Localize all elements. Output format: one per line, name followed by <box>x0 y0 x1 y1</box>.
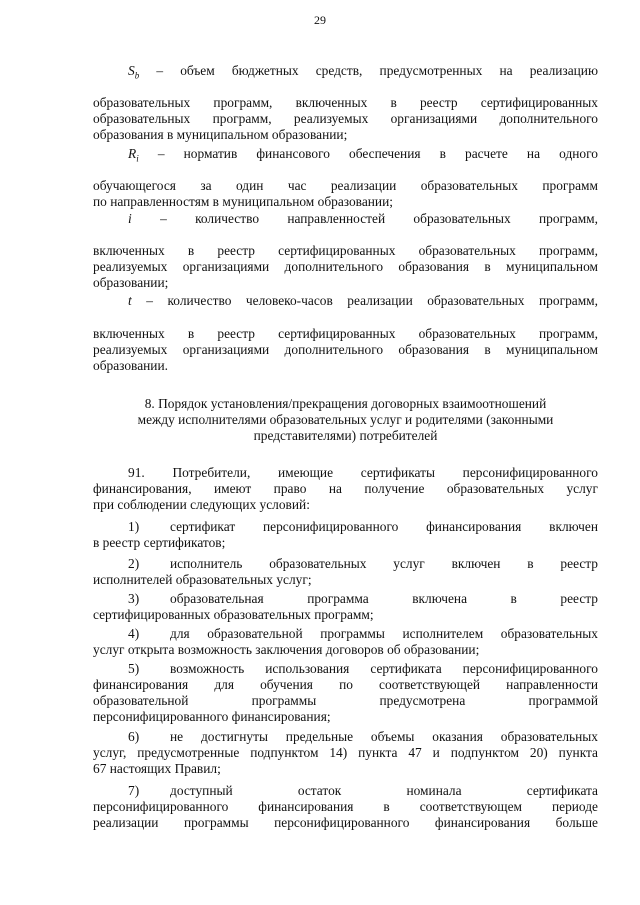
def-sb-line-2: образовательных программ, включенных в реестр сертифицированных <box>93 95 598 110</box>
item-5-line-3: образовательной программы предусмотрена программой <box>93 693 598 708</box>
item-3-text: образовательная программа включена в реестр <box>170 591 598 606</box>
item-2-line-2: исполнителей образовательных услуг; <box>93 572 312 587</box>
item-3-number: 3) <box>128 591 140 606</box>
def-i-line-3: реализуемых организациями дополнительного образования в муниципальном <box>93 259 598 274</box>
section-title-line-3: представителями) потребителей <box>253 428 438 443</box>
item-5-line-2: финансирования для обучения по соответствующей направленности <box>93 677 598 692</box>
item-1-number: 1) <box>128 519 140 534</box>
item-7-line-2: персонифицированного финансирования в соответствующем периоде <box>93 799 598 814</box>
item-6-number: 6) <box>128 729 140 744</box>
para-91-line-3: при соблюдении следующих условий: <box>93 497 310 512</box>
item-6-text: не достигнуты предельные объемы оказания образовательных <box>170 729 598 744</box>
def-sb-line-3: образовательных программ, реализуемых организациями дополнительного <box>93 111 598 126</box>
item-7-number: 7) <box>128 783 140 798</box>
item-4-line-2: услуг открыта возможность заключения договоров об образовании; <box>93 642 480 657</box>
def-ri-line-1: $R_i$ – норматив финансового обеспечения в расчете на одного <box>128 146 598 164</box>
page-number: 29 <box>314 13 326 27</box>
item-7-line-3: реализации программы персонифицированного финансирования больше <box>93 815 598 830</box>
section-title-line-2: между исполнителями образовательных услуг и родителями (законными <box>137 412 554 427</box>
item-5-line-4: персонифицированного финансирования; <box>93 709 331 724</box>
para-91-line-2: финансирования, имеют право на получение образовательных услуг <box>93 481 598 496</box>
item-5-number: 5) <box>128 661 140 676</box>
item-4-text: для образовательной программы исполнителем образовательных <box>170 626 598 641</box>
def-t-line-4: образовании. <box>93 358 168 373</box>
def-i-line-1: i – количество направленностей образовательных программ, <box>128 211 598 226</box>
def-t-line-2: включенных в реестр сертифицированных образовательных программ, <box>93 326 598 341</box>
var-ri: $R_i$ <box>128 146 139 164</box>
def-t-line-3: реализуемых организациями дополнительного образования в муниципальном <box>93 342 598 357</box>
var-i: i <box>128 211 132 226</box>
def-sb-line-4: образования в муниципальном образовании; <box>93 127 348 142</box>
var-sb: $S_b$ <box>128 63 140 81</box>
item-4-number: 4) <box>128 626 140 641</box>
def-i-line-4: образовании; <box>93 275 169 290</box>
def-i-line-2: включенных в реестр сертифицированных образовательных программ, <box>93 243 598 258</box>
para-91-line-1: 91. Потребители, имеющие сертификаты персонифицированного <box>128 465 598 480</box>
def-ri-line-3: по направленностям в муниципальном образовании; <box>93 194 393 209</box>
item-6-line-2: услуг, предусмотренные подпунктом 14) пункта 47 и подпунктом 20) пункта <box>93 745 598 760</box>
item-7-text: доступный остаток номинала сертификата <box>170 783 598 798</box>
item-1-text: сертификат персонифицированного финансирования включен <box>170 519 598 534</box>
section-title-line-1: 8. Порядок установления/прекращения договорных взаимоотношений <box>144 396 547 411</box>
var-t: t <box>128 293 132 308</box>
item-5-text: возможность использования сертификата персонифицированного <box>170 661 598 676</box>
def-t-line-1: t – количество человеко-часов реализации образовательных программ, <box>128 293 598 308</box>
def-sb-line-1: $S_b$ – объем бюджетных средств, предусмотренных на реализацию <box>128 63 598 81</box>
item-2-number: 2) <box>128 556 140 571</box>
item-3-line-2: сертифицированных образовательных программ; <box>93 607 374 622</box>
def-ri-line-2: обучающегося за один час реализации образовательных программ <box>93 178 598 193</box>
item-1-line-2: в реестр сертификатов; <box>93 535 226 550</box>
item-2-text: исполнитель образовательных услуг включен в реестр <box>170 556 598 571</box>
item-6-line-3: 67 настоящих Правил; <box>93 761 221 776</box>
